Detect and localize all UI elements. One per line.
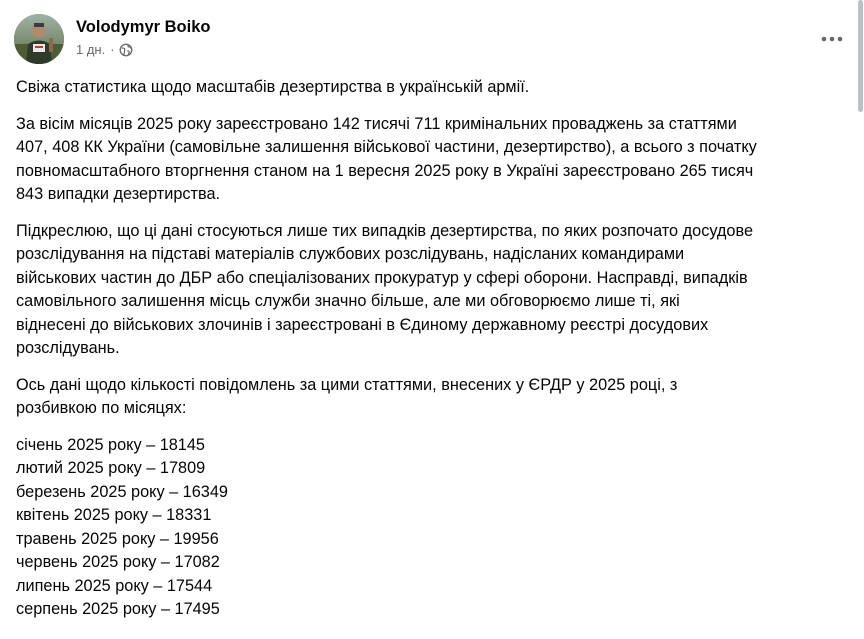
meta-separator: · (110, 42, 115, 57)
post-paragraph (16, 76, 862, 100)
post-text-line: 407, 408 КК України (самовільне залишення військової частини, дезертирство), а всього з початку (16, 138, 757, 156)
post-text-line: січень 2025 року – 18145 (16, 435, 205, 454)
globe-icon[interactable] (119, 43, 133, 57)
post-text-line: лютий 2025 року – 17809 (16, 459, 206, 477)
post-text-line: травень 2025 року – 19956 (16, 529, 219, 548)
post-text-line: Ось дані щодо кількості повідомлень за цими статтями, внесених у ЄРДР у 2025 році, з (16, 375, 678, 394)
post-paragraph (16, 374, 862, 421)
post-text-line: 843 випадки дезертирства. (16, 185, 221, 203)
post-text-line: повномасштабного вторгнення станом на 1 вересня 2025 року в Україні зареєстровано 265 тисяч (16, 161, 754, 180)
post-paragraph (16, 113, 862, 207)
post-text-line: серпень 2025 року – 17495 (16, 600, 220, 618)
scrollbar-thumb[interactable] (858, 0, 863, 112)
post-text-line: розслідувань. (16, 339, 120, 357)
avatar-photo-icon (14, 14, 64, 64)
post-text-line: військових частин до ДБР або спеціалізованих прокуратур у сфері оборони. Насправді, випадків (16, 268, 748, 287)
post-text-line: липень 2025 року – 17544 (16, 576, 213, 595)
post-text-line: квітень 2025 року – 18331 (16, 506, 212, 524)
post-time[interactable]: 1 дн. (76, 42, 106, 57)
author-name[interactable]: Volodymyr Boiko (76, 18, 211, 36)
post-meta (76, 41, 133, 59)
post-text-line: За вісім місяців 2025 року зареєстровано 142 тисячі 711 кримінальних проваджень за статтями (16, 114, 737, 133)
post-paragraph (16, 220, 862, 361)
post-text-line: червень 2025 року – 17082 (16, 553, 220, 571)
more-options-icon[interactable] (814, 21, 850, 57)
post-text-line: віднесені до військових злочинів і зареєстровані в Єдиному державному реєстрі досудових (16, 315, 709, 334)
post-text-line: березень 2025 року – 16349 (16, 482, 228, 501)
scrollbar[interactable] (858, 0, 864, 116)
post-paragraph (16, 434, 862, 622)
post-text (16, 76, 862, 635)
post-text-line: Свіжа статистика щодо масштабів дезертирства в українській армії. (16, 78, 530, 96)
post-text-line: Підкреслюю, що ці дані стосуються лише тих випадків дезертирства, по яких розпочато досудове (16, 221, 754, 240)
post-header (14, 13, 856, 65)
post-text-line: самовільного залишення місць служби значно більше, але ми обговорюємо лише ті, які (16, 292, 680, 310)
post-text-line: розбивкою по місяцях: (16, 399, 187, 417)
post-text-line: розслідування на підставі матеріалів службових розслідувань, надісланих командирами (16, 245, 685, 263)
avatar[interactable] (14, 14, 64, 64)
